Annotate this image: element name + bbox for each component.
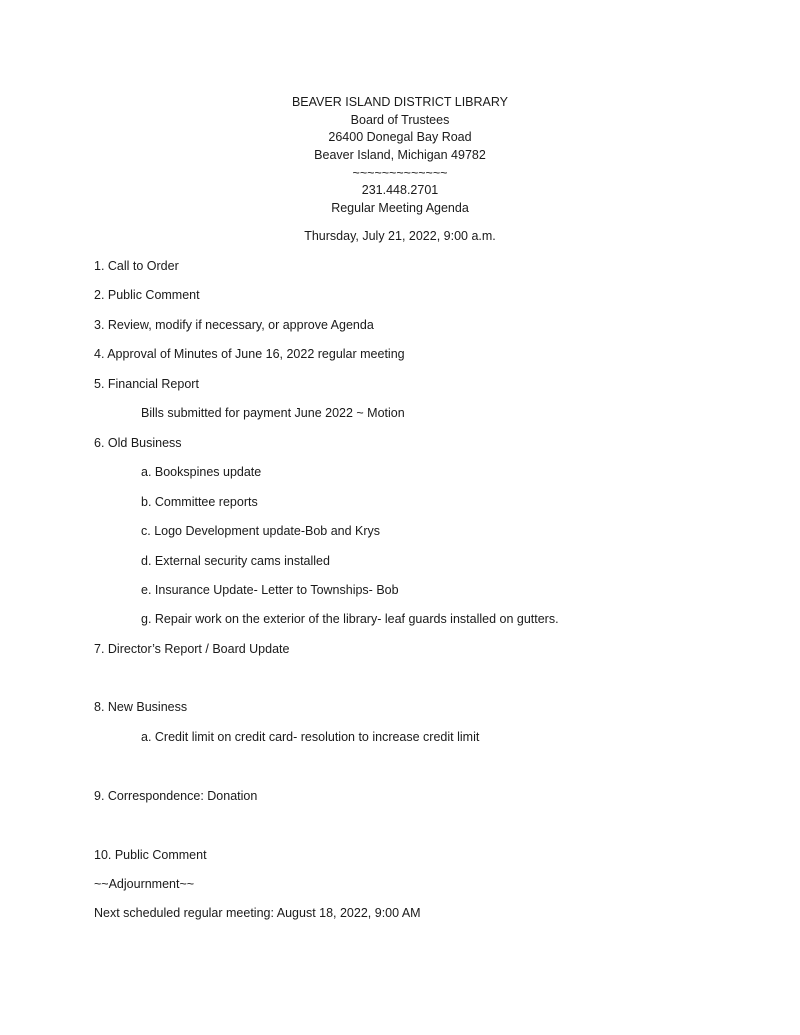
agenda-item-adjournment: ~~Adjournment~~ [94,877,195,891]
agenda-subitem-logo-development: c. Logo Development update-Bob and Krys [141,524,381,538]
agenda-item-financial-report: 5. Financial Report [94,377,199,391]
phone-number: 231.448.2701 [361,183,439,198]
agenda-title: Regular Meeting Agenda [331,201,469,216]
meeting-date: Thursday, July 21, 2022, 9:00 a.m. [304,229,496,243]
agenda-item-directors-report: 7. Director’s Report / Board Update [94,642,290,656]
document-header [0,94,800,218]
agenda-subitem-insurance-update: e. Insurance Update- Letter to Townships- Bob [141,583,399,597]
street-address: 26400 Donegal Bay Road [328,130,472,145]
agenda-item-public-comment: 2. Public Comment [94,288,200,302]
agenda-subitem-repair-work: g. Repair work on the exterior of the library- leaf guards installed on gutters. [141,612,559,626]
agenda-subitem-bookspines: a. Bookspines update [141,465,262,479]
agenda-subitem-bills: Bills submitted for payment June 2022 ~ Motion [141,406,405,420]
agenda-subitem-committee-reports: b. Committee reports [141,495,258,509]
library-name: BEAVER ISLAND DISTRICT LIBRARY [291,95,509,109]
agenda-item-new-business: 8. New Business [94,700,188,714]
agenda-item-review-agenda: 3. Review, modify if necessary, or approve Agenda [94,318,374,332]
board-name: Board of Trustees [350,112,450,127]
agenda-item-call-to-order: 1. Call to Order [94,259,179,273]
agenda-item-correspondence: 9. Correspondence: Donation [94,789,258,803]
agenda-item-old-business: 6. Old Business [94,436,182,450]
city-address: Beaver Island, Michigan 49782 [314,148,486,163]
agenda-subitem-credit-limit: a. Credit limit on credit card- resolution to increase credit limit [141,730,480,744]
agenda-subitem-security-cams: d. External security cams installed [141,554,330,568]
agenda-item-public-comment-2: 10. Public Comment [94,848,207,862]
next-meeting: Next scheduled regular meeting: August 18, 2022, 9:00 AM [94,906,421,920]
tilde-separator: ~~~~~~~~~~~~~ [352,165,448,180]
agenda-item-approval-minutes: 4. Approval of Minutes of June 16, 2022 regular meeting [94,347,405,361]
